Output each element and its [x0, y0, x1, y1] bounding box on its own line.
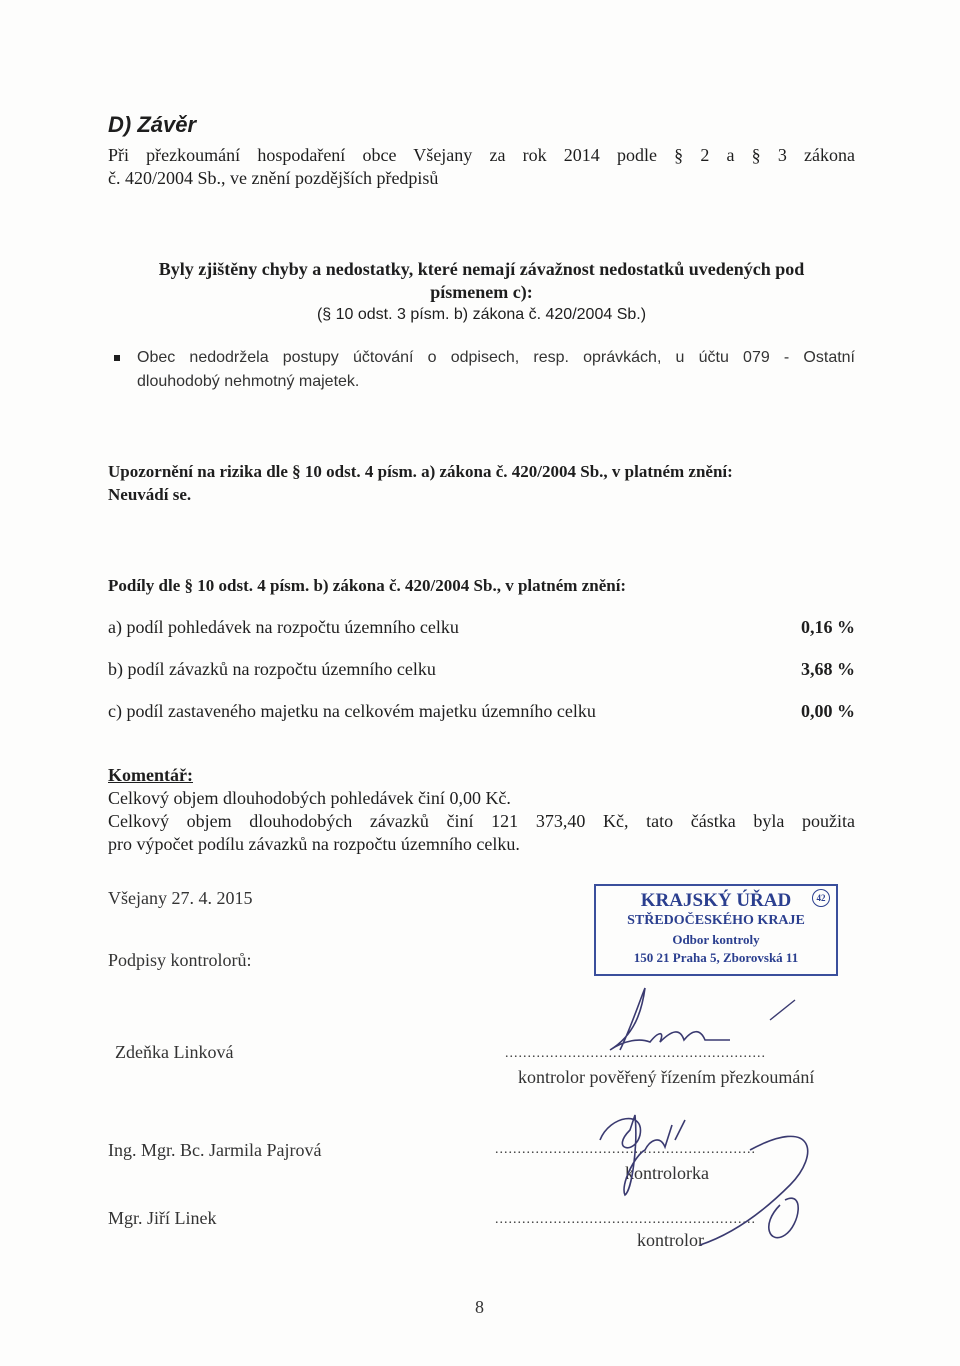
signatures-label: Podpisy kontrolorů: — [108, 950, 252, 970]
finding-item-line-1: Obec nedodržela postupy účtování o odpisech, resp. oprávkách, u účtu 079 - Ostatní — [137, 349, 855, 366]
signatory-name-3: Mgr. Jiří Linek — [108, 1208, 217, 1228]
signature-line-2: .......................................................... — [495, 1142, 756, 1157]
stamp-line-2: STŘEDOČESKÉHO KRAJE — [627, 913, 805, 928]
office-stamp — [594, 884, 838, 976]
bullet-icon — [114, 355, 120, 361]
share-label: b) podíl závazků na rozpočtu územního celku — [108, 659, 436, 679]
finding-item-line-2: dlouhodobý nehmotný majetek. — [137, 373, 360, 390]
share-value: 0,16 % — [801, 617, 855, 637]
findings-title-line-1: Byly zjištěny chyby a nedostatky, které nemají závažnost nedostatků uvedených pod — [158, 259, 805, 279]
signature-scribble-2 — [590, 1095, 820, 1255]
signatory-name-1: Zdeňka Linková — [115, 1042, 234, 1062]
section-heading: D) Závěr — [108, 112, 197, 137]
signature-line-1: .......................................................... — [505, 1046, 766, 1061]
place-date: Všejany 27. 4. 2015 — [108, 888, 253, 908]
risks-text: Neuvádí se. — [108, 485, 192, 504]
signatory-name-2: Ing. Mgr. Bc. Jarmila Pajrová — [108, 1140, 322, 1160]
intro-line-1: Při přezkoumání hospodaření obce Všejany za rok 2014 podle § 2 a § 3 zákona — [108, 145, 855, 165]
comment-line-3: pro výpočet podílu závazků na rozpočtu územního celku. — [108, 834, 520, 854]
comment-line-1: Celkový objem dlouhodobých pohledávek činí 0,00 Kč. — [108, 788, 511, 808]
share-row — [108, 658, 855, 682]
stamp-number: 42 — [812, 889, 830, 907]
signature-line-3: .......................................................... — [495, 1212, 756, 1227]
share-value: 3,68 % — [801, 659, 855, 679]
share-row — [108, 700, 855, 724]
shares-title: Podíly dle § 10 odst. 4 písm. b) zákona č. 420/2004 Sb., v platném znění: — [108, 576, 627, 595]
risks-title: Upozornění na rizika dle § 10 odst. 4 písm. a) zákona č. 420/2004 Sb., v platném znění: — [108, 462, 733, 481]
signatory-role-1: kontrolor pověřený řízením přezkoumání — [518, 1067, 815, 1087]
share-row — [108, 616, 855, 640]
signatory-role-3: kontrolor — [637, 1230, 704, 1250]
stamp-line-4: 150 21 Praha 5, Zborovská 11 — [633, 950, 799, 965]
share-label: c) podíl zastaveného majetku na celkovém majetku územního celku — [108, 701, 596, 721]
finding-item — [137, 346, 855, 394]
share-value: 0,00 % — [801, 701, 855, 721]
comment-line-2: Celkový objem dlouhodobých závazků činí 121 373,40 Kč, tato částka byla použita — [108, 811, 855, 831]
signature-scribble-1 — [580, 980, 810, 1060]
findings-title-line-2: písmenem c): — [430, 282, 533, 302]
page-number: 8 — [475, 1297, 484, 1317]
findings-citation: (§ 10 odst. 3 písm. b) zákona č. 420/2004 Sb.) — [316, 306, 647, 323]
stamp-line-1: KRAJSKÝ ÚŘAD — [640, 890, 792, 911]
comment-title: Komentář: — [108, 765, 193, 785]
stamp-line-3: Odbor kontroly — [672, 932, 760, 947]
share-label: a) podíl pohledávek na rozpočtu územního celku — [108, 617, 459, 637]
intro-line-2: č. 420/2004 Sb., ve znění pozdějších předpisů — [108, 168, 439, 188]
signatory-role-2: kontrolorka — [625, 1163, 709, 1183]
